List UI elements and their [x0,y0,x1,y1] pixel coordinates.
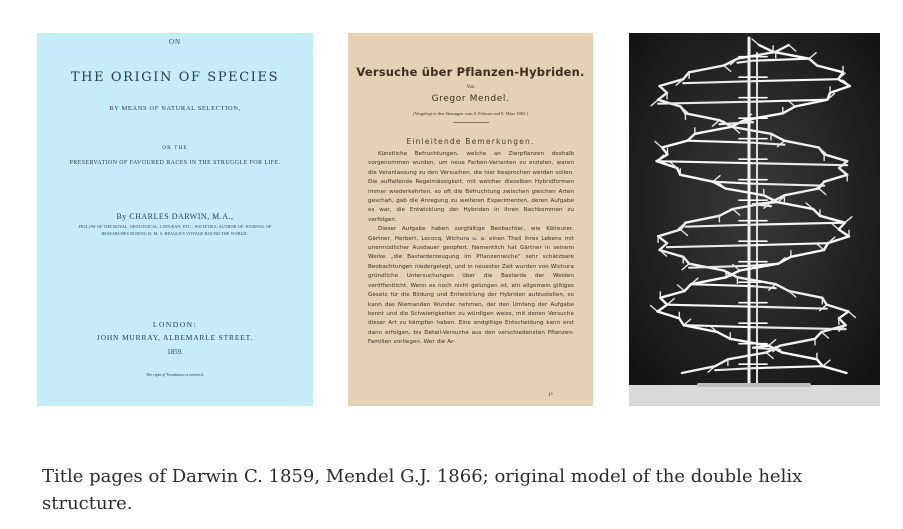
darwin-means: BY MEANS OF NATURAL SELECTION, [109,105,241,112]
darwin-publisher: JOHN MURRAY, ALBEMARLE STREET. [96,333,254,342]
darwin-author: By CHARLES DARWIN, M.A., [116,212,234,221]
darwin-credentials: FELLOW OF THE ROYAL, GEOLOGICAL, LINNÆAN, ETC., SOCIETIES; AUTHOR OF 'JOURNAL OF RESEARCHES DURING H. M. S. BEAGLE'S VOYAGE ROUND THE WORLD.' [78,224,272,236]
darwin-on: ON [168,38,182,46]
mendel-title: Versuche über Pflanzen-Hybriden. [356,65,585,79]
darwin-or: OR THE [162,145,188,151]
figure-caption: Title pages of Darwin C. 1859, Mendel G.J. 1866; original model of the double helix structure. [42,466,803,514]
double-helix-model-image [629,33,880,406]
darwin-rights: The right of Translation is reserved. [146,372,204,377]
double-helix-model-photo [629,33,880,406]
darwin-year: 1859. [167,348,183,356]
mendel-heading: Einleitende Bemerkungen. [406,137,535,146]
mendel-body [368,150,574,348]
photo-floor [629,385,880,406]
darwin-preservation: PRESERVATION OF FAVOURED RACES IN THE STRUGGLE FOR LIFE. [69,160,281,166]
mendel-paper-page [348,33,593,406]
mendel-divider [453,122,489,123]
mendel-author: Gregor Mendel. [431,94,510,104]
darwin-london: LONDON: [152,320,198,329]
darwin-title-page [37,33,313,406]
mendel-von: Von [466,85,475,90]
mendel-paragraph-1: Künstliche Befruchtungen, welche an Zierpflanzen deshalb vorgenommen wurden, um neue Farben-Varianten zu erzielen, waren die Veranlassung zu den Versuchen, die hier besprochen werden sollen. Die auffallende Regelmässigkeit, mit welcher dieselben Hybridformen immer wiederkehrten, so oft die Befruchtung zwischen gleichen Arten geschah, gab die Anregung zu weiteren Experimenten, deren Aufgabe es war, die Entwicklung der Hybriden in ihren Nachkommen zu verfolgen. [368,151,574,223]
mendel-paragraph-2: Dieser Aufgabe haben sorgfältige Beobachter, wie Kölreuter, Gärtner, Herbert, Lecocq, Wichura u. a. einen Theil ihres Lebens mit unermüdlicher Ausdauer geopfert. Namentlich hat Gärtner in seinem Werke „die Bastarderzeugung im Pflanzenreiche" sehr schätzbare Beobachtungen niedergelegt, und in neuester Zeit wurden von Wichura gründliche Untersuchungen über die Bastarde der Weiden veröffentlicht. Wenn es noch nicht gelungen ist, ein allgemein giltiges Gesetz für die Bildung und Entwicklung der Hybriden aufzustellen, so kann das Niemanden Wunder nehmen, der den Umfang der Aufgabe kennt und die Schwierigkeiten zu würdigen weiss, mit denen Versuche dieser Art zu kämpfen haben. Eine endgiltige Entscheidung kann erst dann erfolgen, bis Detail-Versuche aus den verschiedensten Pflanzen-Familien vorliegen. Wer die Ar- [368,226,574,346]
mendel-page-mark: 1* [548,393,553,398]
mendel-note: (Vorgelegt in den Sitzungen vom 8. Februar und 8. März 1865.) [413,111,528,116]
darwin-title: THE ORIGIN OF SPECIES [70,70,280,85]
